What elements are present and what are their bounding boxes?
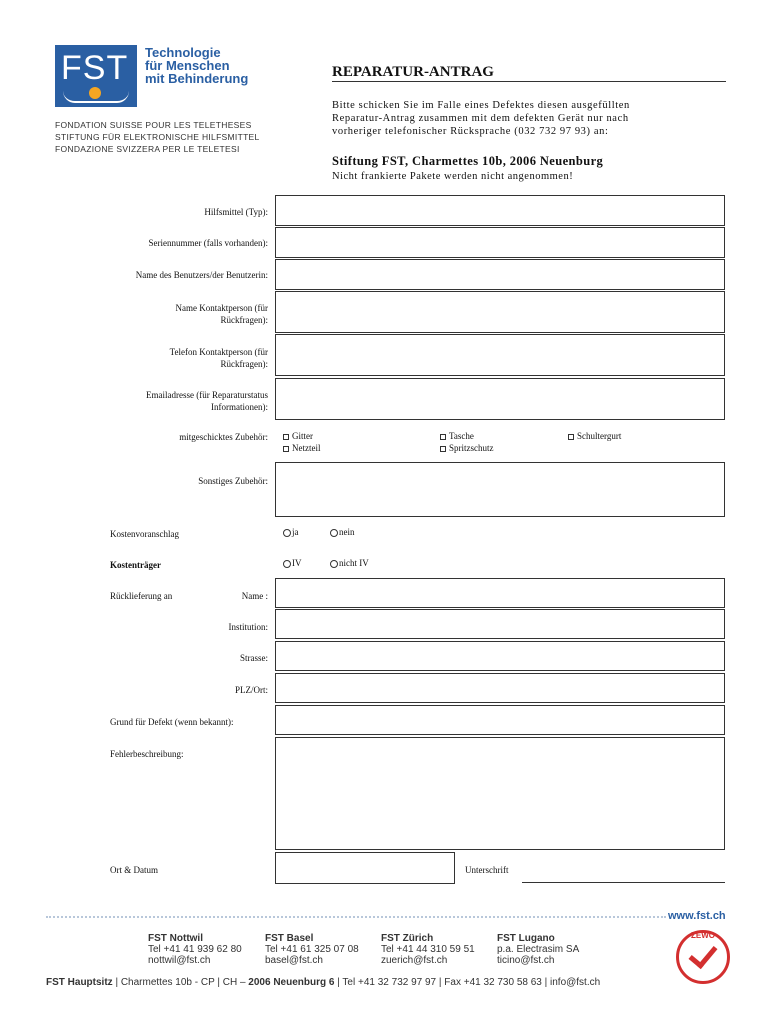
hilfsmittel-field[interactable]: [275, 195, 725, 226]
intro-text: Bitte schicken Sie im Falle eines Defektes diesen ausgefüllten Reparatur-Antrag zusammen mit dem defekten Gerät nur nach vorheriger telefonischer Rücksprache (032 732 97 93) an:: [332, 100, 630, 137]
seriennummer-label: Seriennummer (falls vorhanden):: [148, 238, 268, 248]
checkbox-spritzschutz[interactable]: Spritzschutz: [440, 443, 494, 453]
ort-datum-field[interactable]: [275, 852, 455, 884]
plz-label: PLZ/Ort:: [235, 685, 268, 695]
email-label: Emailadresse (für Reparaturstatus Informationen):: [146, 390, 268, 412]
grund-label: Grund für Defekt (wenn bekannt):: [110, 717, 234, 727]
checkbox-gitter[interactable]: Gitter: [283, 431, 313, 441]
zubehoer-label: mitgeschicktes Zubehör:: [179, 432, 268, 442]
signature-line[interactable]: [522, 882, 725, 883]
telefon-field[interactable]: [275, 334, 725, 376]
office-lugano: FST Lugano p.a. Electrasim SA ticino@fst.ch: [497, 933, 580, 966]
fehler-label: Fehlerbeschreibung:: [110, 749, 184, 759]
checkbox-icon: [440, 446, 446, 452]
sonstiges-label: Sonstiges Zubehör:: [198, 476, 268, 486]
seriennummer-field[interactable]: [275, 227, 725, 258]
brand-tagline: Technologie für Menschen mit Behinderung: [145, 45, 249, 86]
plz-field[interactable]: [275, 673, 725, 703]
kostentraeger-label: Kostenträger: [110, 560, 161, 570]
checkbox-netzteil[interactable]: Netzteil: [283, 443, 321, 453]
logo-text: FST: [61, 49, 129, 87]
checkbox-icon: [440, 434, 446, 440]
institution-label: Institution:: [228, 622, 268, 632]
radio-ja[interactable]: ja: [283, 527, 299, 537]
grund-field[interactable]: [275, 705, 725, 735]
fehler-field[interactable]: [275, 737, 725, 850]
zewo-seal-icon: ZEWO: [676, 930, 730, 984]
email-field[interactable]: [275, 378, 725, 420]
ort-datum-label: Ort & Datum: [110, 865, 158, 875]
fst-logo: [55, 45, 137, 107]
radio-icon: [330, 529, 338, 537]
checkbox-icon: [283, 434, 289, 440]
hands-icon: [63, 91, 129, 103]
hilfsmittel-label: Hilfsmittel (Typ):: [204, 207, 268, 217]
radio-nein[interactable]: nein: [330, 527, 355, 537]
kostenvoranschlag-label: Kostenvoranschlag: [110, 529, 179, 539]
institution-field[interactable]: [275, 609, 725, 639]
radio-nicht-iv[interactable]: nicht IV: [330, 558, 369, 568]
checkbox-tasche[interactable]: Tasche: [440, 431, 474, 441]
radio-icon: [283, 529, 291, 537]
strasse-label: Strasse:: [240, 653, 268, 663]
office-nottwil: FST Nottwil Tel +41 41 939 62 80 nottwil@fst.ch: [148, 933, 242, 966]
radio-iv[interactable]: IV: [283, 558, 302, 568]
check-icon: [689, 939, 718, 969]
checkbox-icon: [283, 446, 289, 452]
benutzer-field[interactable]: [275, 259, 725, 290]
postage-notice: Nicht frankierte Pakete werden nicht angenommen!: [332, 171, 574, 182]
radio-icon: [330, 560, 338, 568]
title-divider: [332, 81, 726, 82]
shipping-address: Stiftung FST, Charmettes 10b, 2006 Neuenburg: [332, 154, 604, 168]
page-title: REPARATUR-ANTRAG: [332, 64, 494, 80]
kontakt-label: Name Kontaktperson (für Rückfragen):: [175, 303, 268, 325]
strasse-field[interactable]: [275, 641, 725, 671]
checkbox-icon: [568, 434, 574, 440]
headquarters-line: FST Hauptsitz | Charmettes 10b - CP | CH – 2006 Neuenburg 6 | Tel +41 32 732 97 97 | Fax +41 32 730 58 63 | info@fst.ch: [46, 977, 601, 988]
telefon-label: Telefon Kontaktperson (für Rückfragen):: [169, 347, 268, 369]
office-zuerich: FST Zürich Tel +41 44 310 59 51 zuerich@fst.ch: [381, 933, 475, 966]
footer-divider: [46, 916, 666, 918]
benutzer-label: Name des Benutzers/der Benutzerin:: [135, 270, 268, 280]
sonstiges-field[interactable]: [275, 462, 725, 517]
checkbox-schultergurt[interactable]: Schultergurt: [568, 431, 621, 441]
office-basel: FST Basel Tel +41 61 325 07 08 basel@fst.ch: [265, 933, 359, 966]
name-field[interactable]: [275, 578, 725, 608]
unterschrift-label: Unterschrift: [465, 865, 509, 875]
website-link[interactable]: www.fst.ch: [668, 910, 726, 922]
name-label: Name :: [241, 591, 268, 601]
radio-icon: [283, 560, 291, 568]
foundation-names: FONDATION SUISSE POUR LES TELETHESES STIFTUNG FÜR ELEKTRONISCHE HILFSMITTEL FONDAZIONE SVIZZERA PER LE TELETESI: [55, 120, 260, 154]
ruecklieferung-label: Rücklieferung an: [110, 591, 173, 601]
kontakt-field[interactable]: [275, 291, 725, 333]
